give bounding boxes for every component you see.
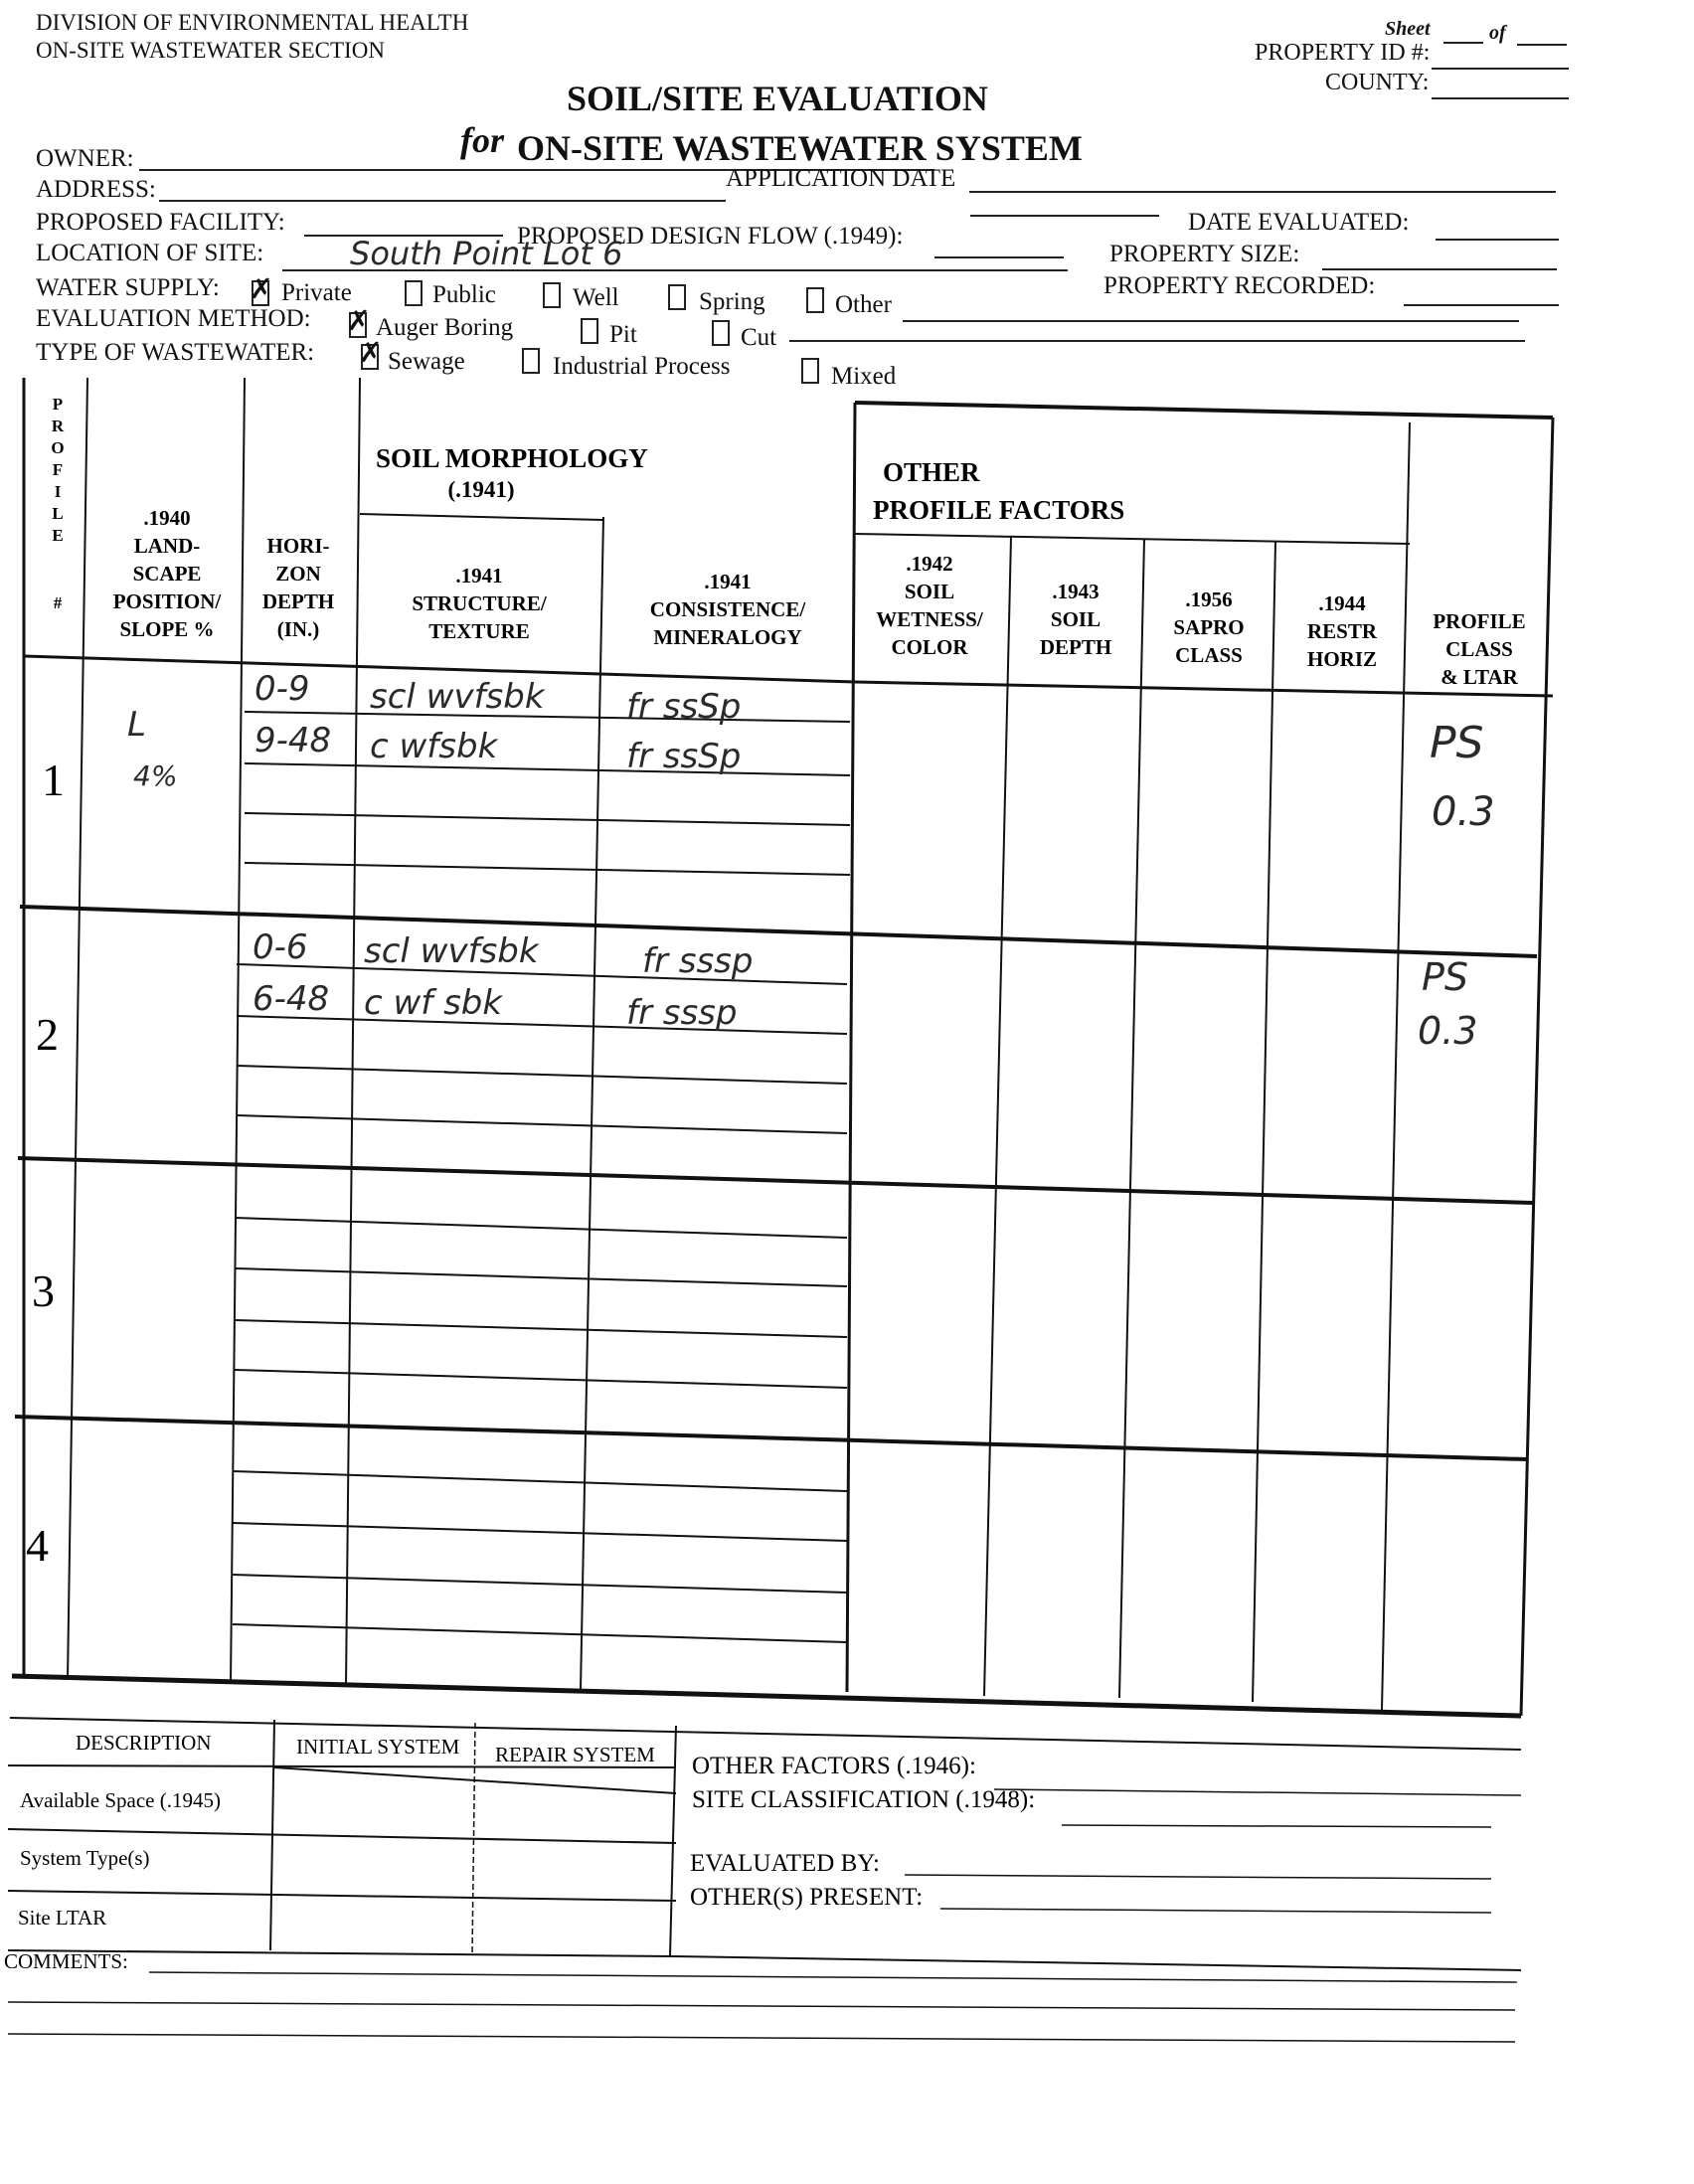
horizon-header-line-1: HORI- bbox=[266, 534, 330, 558]
profile-1-horizon-2-consistence: fr ssSp bbox=[626, 737, 742, 776]
date-evaluated-label: DATE EVALUATED: bbox=[1188, 209, 1410, 236]
profile-1-ltar: 0.3 bbox=[1432, 789, 1495, 835]
wastewater-sewage-label: Sewage bbox=[388, 348, 465, 375]
soil-depth-header-code: .1943 bbox=[1052, 580, 1100, 603]
profile-header-letter: R bbox=[51, 417, 65, 435]
profile-header-letter: I bbox=[54, 482, 62, 501]
soil-morphology-code: (.1941) bbox=[447, 477, 515, 502]
application-date-label: APPLICATION DATE bbox=[726, 165, 956, 192]
water-supply-spring-label: Spring bbox=[699, 288, 765, 315]
evaluation-auger-label: Auger Boring bbox=[376, 314, 514, 341]
soil-depth-header-line-2: DEPTH bbox=[1039, 635, 1112, 659]
profile-2-horizon-1-depth: 0-6 bbox=[253, 927, 308, 967]
consistence-header-line-2: MINERALOGY bbox=[653, 625, 802, 649]
soil-morphology-header: SOIL MORPHOLOGY bbox=[376, 443, 648, 473]
sapro-header-line-1: SAPRO bbox=[1173, 615, 1245, 639]
profile-1-horizon-1-depth: 0-9 bbox=[254, 669, 310, 709]
profile-2-horizon-1-structure: scl wvfsbk bbox=[364, 931, 539, 971]
county-label: COUNTY: bbox=[1325, 70, 1430, 95]
repair-system-header: REPAIR SYSTEM bbox=[495, 1743, 655, 1766]
consistence-header-line-1: CONSISTENCE/ bbox=[649, 597, 806, 621]
profile-number-2: 2 bbox=[36, 1009, 59, 1060]
address-label: ADDRESS: bbox=[36, 176, 156, 203]
profile-2-ltar: 0.3 bbox=[1418, 1009, 1478, 1053]
other-factors-label: OTHER FACTORS (.1946): bbox=[692, 1753, 976, 1779]
profile-1-horizon-1-consistence: fr ssSp bbox=[626, 687, 742, 727]
profile-1-landscape-position: L bbox=[127, 705, 146, 745]
profile-number-4: 4 bbox=[26, 1520, 49, 1571]
location-of-site-label: LOCATION OF SITE: bbox=[36, 240, 264, 266]
profile-class-header-line-3: & LTAR bbox=[1440, 665, 1518, 689]
structure-header-line-2: TEXTURE bbox=[428, 619, 530, 643]
water-supply-label: WATER SUPPLY: bbox=[36, 274, 220, 301]
type-of-wastewater-label: TYPE OF WASTEWATER: bbox=[36, 339, 315, 366]
profile-2-horizon-2-structure: c wf sbk bbox=[364, 983, 503, 1023]
owner-label: OWNER: bbox=[36, 145, 134, 172]
water-supply-well-label: Well bbox=[573, 284, 619, 311]
sapro-header-line-2: CLASS bbox=[1175, 643, 1243, 667]
wetness-header-line-3: COLOR bbox=[891, 635, 968, 659]
profile-class-header-line-2: CLASS bbox=[1445, 637, 1513, 661]
profile-header-letter: E bbox=[52, 526, 64, 545]
profile-number-1: 1 bbox=[42, 755, 65, 805]
agency-line-1: DIVISION OF ENVIRONMENTAL HEALTH bbox=[36, 10, 469, 35]
profile-1-horizon-2-depth: 9-48 bbox=[254, 721, 332, 760]
other-factors-header-line-2: PROFILE FACTORS bbox=[873, 495, 1125, 525]
profile-2-horizon-1-consistence: fr sssp bbox=[642, 941, 754, 981]
evaluated-by-label: EVALUATED BY: bbox=[690, 1850, 880, 1877]
restr-header-code: .1944 bbox=[1318, 591, 1366, 615]
wastewater-industrial-label: Industrial Process bbox=[553, 353, 731, 380]
water-supply-private-label: Private bbox=[281, 279, 352, 306]
horizon-header-line-4: (IN.) bbox=[276, 617, 320, 641]
profile-header-letter: F bbox=[52, 460, 64, 479]
wetness-header-line-1: SOIL bbox=[904, 580, 955, 603]
wetness-header-line-2: WETNESS/ bbox=[876, 607, 983, 631]
description-header: DESCRIPTION bbox=[76, 1731, 212, 1755]
form-title-line-1: SOIL/SITE EVALUATION bbox=[567, 79, 988, 118]
landscape-header-line-4: SLOPE % bbox=[119, 617, 215, 641]
profile-2-class: PS bbox=[1422, 955, 1469, 999]
initial-system-header: INITIAL SYSTEM bbox=[296, 1735, 460, 1759]
profile-2-horizon-2-depth: 6-48 bbox=[253, 979, 330, 1019]
profile-1-horizon-2-structure: c wfsbk bbox=[370, 727, 498, 766]
water-supply-public-label: Public bbox=[432, 281, 496, 308]
sheet-label: Sheet bbox=[1385, 18, 1431, 40]
profile-class-header-line-1: PROFILE bbox=[1433, 609, 1526, 633]
other-factors-header-line-1: OTHER bbox=[883, 457, 980, 487]
evaluation-method-label: EVALUATION METHOD: bbox=[36, 305, 311, 332]
comments-label: COMMENTS: bbox=[4, 1949, 128, 1973]
profile-header-letter: P bbox=[52, 395, 64, 414]
evaluation-pit-label: Pit bbox=[609, 321, 637, 348]
property-recorded-label: PROPERTY RECORDED: bbox=[1103, 272, 1376, 299]
water-supply-other-label: Other bbox=[835, 291, 892, 318]
wetness-header-code: .1942 bbox=[906, 552, 953, 576]
proposed-facility-label: PROPOSED FACILITY: bbox=[36, 209, 285, 236]
system-types-label: System Type(s) bbox=[20, 1846, 150, 1870]
form-title-line-2: ON-SITE WASTEWATER SYSTEM bbox=[517, 128, 1083, 168]
structure-header-code: .1941 bbox=[455, 564, 503, 588]
soil-depth-header-line-1: SOIL bbox=[1050, 607, 1101, 631]
property-id-label: PROPERTY ID #: bbox=[1255, 40, 1431, 66]
consistence-header-code: .1941 bbox=[704, 570, 752, 593]
property-size-label: PROPERTY SIZE: bbox=[1109, 241, 1300, 267]
proposed-design-flow-label: PROPOSED DESIGN FLOW (.1949): bbox=[517, 223, 904, 250]
restr-header-line-1: RESTR bbox=[1306, 619, 1378, 643]
profile-2-horizon-2-consistence: fr sssp bbox=[626, 993, 738, 1033]
profile-header-hash: # bbox=[53, 593, 63, 612]
wastewater-mixed-label: Mixed bbox=[831, 363, 897, 390]
form-title-for: for bbox=[460, 120, 504, 160]
profile-header-letter: O bbox=[51, 438, 65, 457]
structure-header-line-1: STRUCTURE/ bbox=[412, 591, 547, 615]
profile-header-letter: L bbox=[52, 504, 64, 523]
profile-1-horizon-1-structure: scl wvfsbk bbox=[370, 677, 545, 717]
profile-header bbox=[51, 395, 64, 612]
landscape-header-code: .1940 bbox=[143, 506, 191, 530]
horizon-header-line-2: ZON bbox=[275, 562, 321, 586]
profile-1-class: PS bbox=[1430, 718, 1484, 768]
profile-1-slope: 4% bbox=[133, 759, 178, 792]
landscape-header-line-3: POSITION/ bbox=[112, 589, 222, 613]
available-space-label: Available Space (.1945) bbox=[20, 1788, 221, 1812]
landscape-header-line-2: SCAPE bbox=[132, 562, 202, 586]
sapro-header-code: .1956 bbox=[1185, 588, 1233, 611]
site-classification-label: SITE CLASSIFICATION (.1948): bbox=[692, 1786, 1036, 1813]
landscape-header-line-1: LAND- bbox=[133, 534, 201, 558]
location-of-site-value: South Point Lot 6 bbox=[350, 235, 623, 272]
of-label: of bbox=[1489, 22, 1506, 44]
others-present-label: OTHER(S) PRESENT: bbox=[690, 1884, 924, 1911]
agency-line-2: ON-SITE WASTEWATER SECTION bbox=[36, 38, 385, 63]
restr-header-line-2: HORIZ bbox=[1306, 647, 1378, 671]
profile-number-3: 3 bbox=[32, 1265, 55, 1316]
evaluation-cut-label: Cut bbox=[741, 324, 777, 351]
horizon-header-line-3: DEPTH bbox=[261, 589, 335, 613]
site-ltar-label: Site LTAR bbox=[18, 1906, 107, 1930]
